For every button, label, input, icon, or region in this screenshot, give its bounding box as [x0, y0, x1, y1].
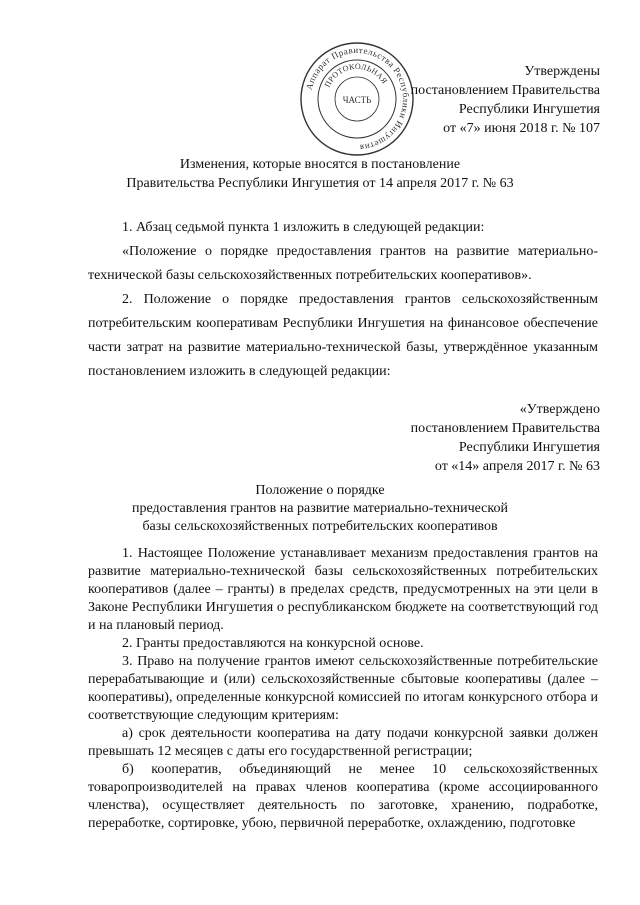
amendments-section: [88, 216, 598, 384]
approval-line-4: от «7» июня 2018 г. № 107: [443, 121, 600, 136]
approval-line-2: постановлением Правительства: [410, 83, 600, 98]
title-line-2: Правительства Республики Ингушетия от 14 апреля 2017 г. № 63: [126, 176, 514, 191]
svg-text:Аппарат Правительства Республи: Аппарат Правительства Республики Ингушетия: [303, 44, 412, 153]
approval2-line-1: «Утверждено: [519, 402, 600, 417]
svg-text:ЧАСТЬ: ЧАСТЬ: [342, 95, 372, 105]
amendment-item-1: 1. Абзац седьмой пункта 1 изложить в следующей редакции:: [122, 220, 485, 235]
approval2-line-2: постановлением Правительства: [410, 421, 600, 436]
amendment-item-1-text: «Положение о порядке предоставления грантов на развитие материально-технической базы сельскохозяйственных потребительских кооперативов».: [88, 244, 598, 283]
regulation-paragraph-4: а) срок деятельности кооператива на дату подачи конкурсной заявки должен превышать 12 месяцев с даты его государственной регистрации;: [88, 726, 598, 759]
regulation-body: [88, 545, 598, 833]
approval2-line-4: от «14» апреля 2017 г. № 63: [434, 459, 600, 474]
document-title: [0, 155, 640, 193]
regulation-title-line-3: базы сельскохозяйственных потребительских кооперативов: [142, 519, 498, 534]
svg-text:ПРОТОКОЛЬНАЯ: ПРОТОКОЛЬНАЯ: [322, 61, 390, 89]
regulation-paragraph-3: 3. Право на получение грантов имеют сельскохозяйственные потребительские перерабатывающие и (или) сельскохозяйственные сбытовые кооперативы (далее – кооперативы), определенные конкурсной комиссией по итогам конкурсного отбора и соответствующие следующим критериям:: [88, 654, 598, 723]
regulation-title-line-1: Положение о порядке: [255, 483, 385, 498]
regulation-title: [0, 482, 640, 536]
approval-line-1: Утверждены: [524, 64, 600, 79]
round-seal-stamp: [298, 40, 416, 158]
regulation-paragraph-5: б) кооператив, объединяющий не менее 10 сельскохозяйственных товаропроизводителей на правах членов кооператива (кроме ассоциированного членства), осуществляет деятельность по заготовке, хранению, подработке, переработке, сортировке, убою, первичной переработке, охлаждению, подготовке: [88, 762, 598, 831]
seal-icon: [298, 40, 416, 158]
approval-block: [411, 62, 600, 138]
approval2-line-3: Республики Ингушетия: [458, 440, 600, 455]
regulation-paragraph-1: 1. Настоящее Положение устанавливает механизм предоставления грантов на развитие материально-технической базы сельскохозяйственных потребительских кооперативов (далее – гранты) в пределах средств, предусмотренных на эти цели в Законе Республики Ингушетия о республиканском бюджете на соответствующий год и на плановый период.: [88, 546, 598, 633]
amendment-item-2: 2. Положение о порядке предоставления грантов сельскохозяйственным потребительским кооперативам Республики Ингушетия на финансовое обеспечение части затрат на развитие материально-технической базы, утверждённое указанным постановлением изложить в следующей редакции:: [88, 292, 598, 379]
regulation-title-line-2: предоставления грантов на развитие материально-технической: [132, 501, 508, 516]
approval-line-3: Республики Ингушетия: [458, 102, 600, 117]
regulation-paragraph-2: 2. Гранты предоставляются на конкурсной основе.: [122, 636, 424, 651]
title-line-1: Изменения, которые вносятся в постановление: [179, 157, 461, 172]
approval-block-2: [411, 400, 600, 476]
